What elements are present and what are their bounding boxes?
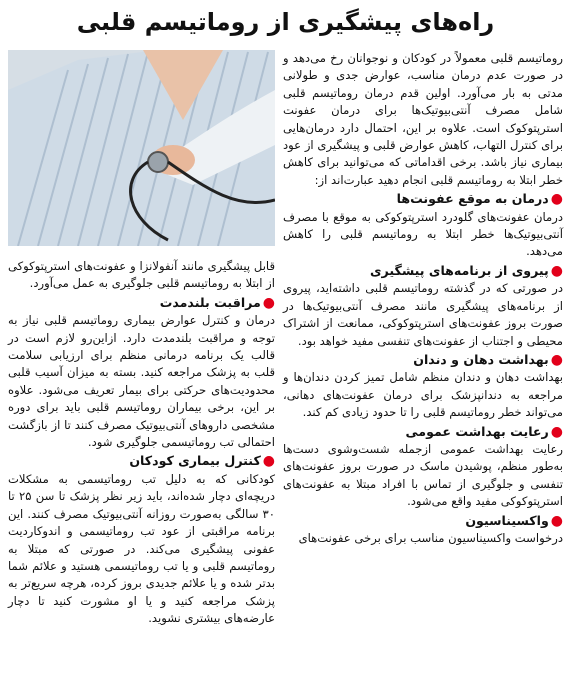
section-body: در صورتی که در گذشته روماتیسم قلبی داشته‌اید، پیروی از برنامه‌های پیشگیری مانند مصرف آنتی‌بیوتیک‌ها در صورت بروز عفونت‌های استرپتوکوکی، ممانعت از اشتراک محیطی و اجتناب از عفونت‌های تنفسی مفید خواهد بود. (283, 281, 563, 348)
bullet-icon: ● (262, 294, 275, 311)
bullet-icon: ● (262, 453, 275, 470)
section-heading: ●رعایت بهداشت عمومی (405, 423, 563, 440)
doctor-stethoscope-photo (8, 50, 275, 246)
section-body: درخواست واکسیناسیون مناسب برای برخی عفونت‌های (298, 530, 563, 545)
section-body: کودکانی که به دلیل تب روماتیسمی به مشکلات دریچه‌ای دچار شده‌اند، باید زیر نظر پزشک تا سن ۲۵ تا ۳۰ سالگی به‌صورت روزانه آنتی‌بیوتیک مصرف کنند. این برنامه مراقبتی از عود تب روماتیسمی و اندوکاردیت عفونی پیشگیری می‌کند. در صورتی که مبتلا به روماتیسم قلبی و یا تب روماتیسمی هستید و علائم شما بدتر شده و یا علائم جدیدی بروز کرده، هرچه سریع‌تر به پزشک مراجعه کنید و یا او مشورت کنید تا دچار عارضه‌های بیشتری نشوید. (8, 471, 275, 626)
article-title: راه‌های پیشگیری از روماتیسم قلبی (76, 8, 495, 36)
bullet-icon: ● (550, 262, 563, 279)
section-heading: ●کنترل بیماری کودکان (129, 453, 275, 470)
section-heading: ●واکسیناسیون (465, 512, 563, 529)
section-heading: ●پیروی از برنامه‌های پیشگیری (370, 262, 563, 279)
continued-paragraph: قابل پیشگیری مانند آنفولانزا و عفونت‌های استرپتوکوکی از ابتلا به روماتیسم قلبی جلوگیری به عمل می‌آورد. (8, 259, 275, 291)
section-heading: ●مراقبت بلندمدت (159, 294, 275, 311)
section-body: درمان عفونت‌های گلودرد استرپتوکوکی به موقع با مصرف آنتی‌بیوتیک‌ها خطر ابتلا به روماتیسم قلبی را کاهش می‌دهد. (283, 209, 563, 259)
section-heading: ●درمان به موقع عفونت‌ها (396, 191, 563, 208)
bullet-icon: ● (550, 191, 563, 208)
left-column (8, 258, 275, 628)
bullet-icon: ● (550, 351, 563, 368)
right-column (283, 50, 563, 547)
intro-paragraph: روماتیسم قلبی معمولاً در کودکان و نوجوانان رخ می‌دهد و در صورت عدم درمان مناسب، عوارض جدی و طولانی مدتی به بار می‌آورد. اولین قدم درمان روماتیسم قلبی شامل مصرف آنتی‌بیوتیک‌ها برای درمان عفونت استرپتوکوک است. علاوه بر این، احتمال دارد درمان‌هایی برای کنترل التهاب، کاهش عوارض قلبی و پیشگیری از عود بیماری نیاز باشد. برخی اقداماتی که می‌توانید برای کاهش خطر ابتلا به روماتیسم قلبی انجام دهید عبارت‌اند از: (283, 51, 563, 187)
section-heading: ●بهداشت دهان و دندان (413, 351, 563, 368)
bullet-icon: ● (550, 423, 563, 440)
section-body: بهداشت دهان و دندان منظم شامل تمیز کردن دندان‌ها و مراجعه به دندانپزشک برای درمان عفونت‌های دهانی، می‌تواند خطر روماتیسم قلبی را تا حدود زیادی کم کند. (283, 370, 563, 420)
section-body: درمان و کنترل عوارض بیماری روماتیسم قلبی نیاز به توجه و مراقبت بلندمدت دارد. ازاین‌رو لازم است در قالب یک برنامه درمانی منظم برای ارزیابی سلامت قلب به پزشک مراجعه کنید. بسته به میزان آسیب قلبی محدودیت‌های حرکتی برای بیمار تعریف می‌شود. علاوه بر این، برخی بیماران روماتیسم قلبی باید برای دوره مشخصی داروهای آنتی‌بیوتیک مصرف کنند تا از بازگشت احتمالی تب روماتیسمی جلوگیری شود. (8, 313, 275, 450)
section-body: رعایت بهداشت عمومی ازجمله شست‌وشوی دست‌ها به‌طور منظم، پوشیدن ماسک در صورت بروز عفونت‌های تنفسی و جلوگیری از تماس با افراد مبتلا به عفونت‌های استرپتوکوکی مفید واقع می‌شود. (283, 441, 563, 509)
bullet-icon: ● (550, 512, 563, 529)
